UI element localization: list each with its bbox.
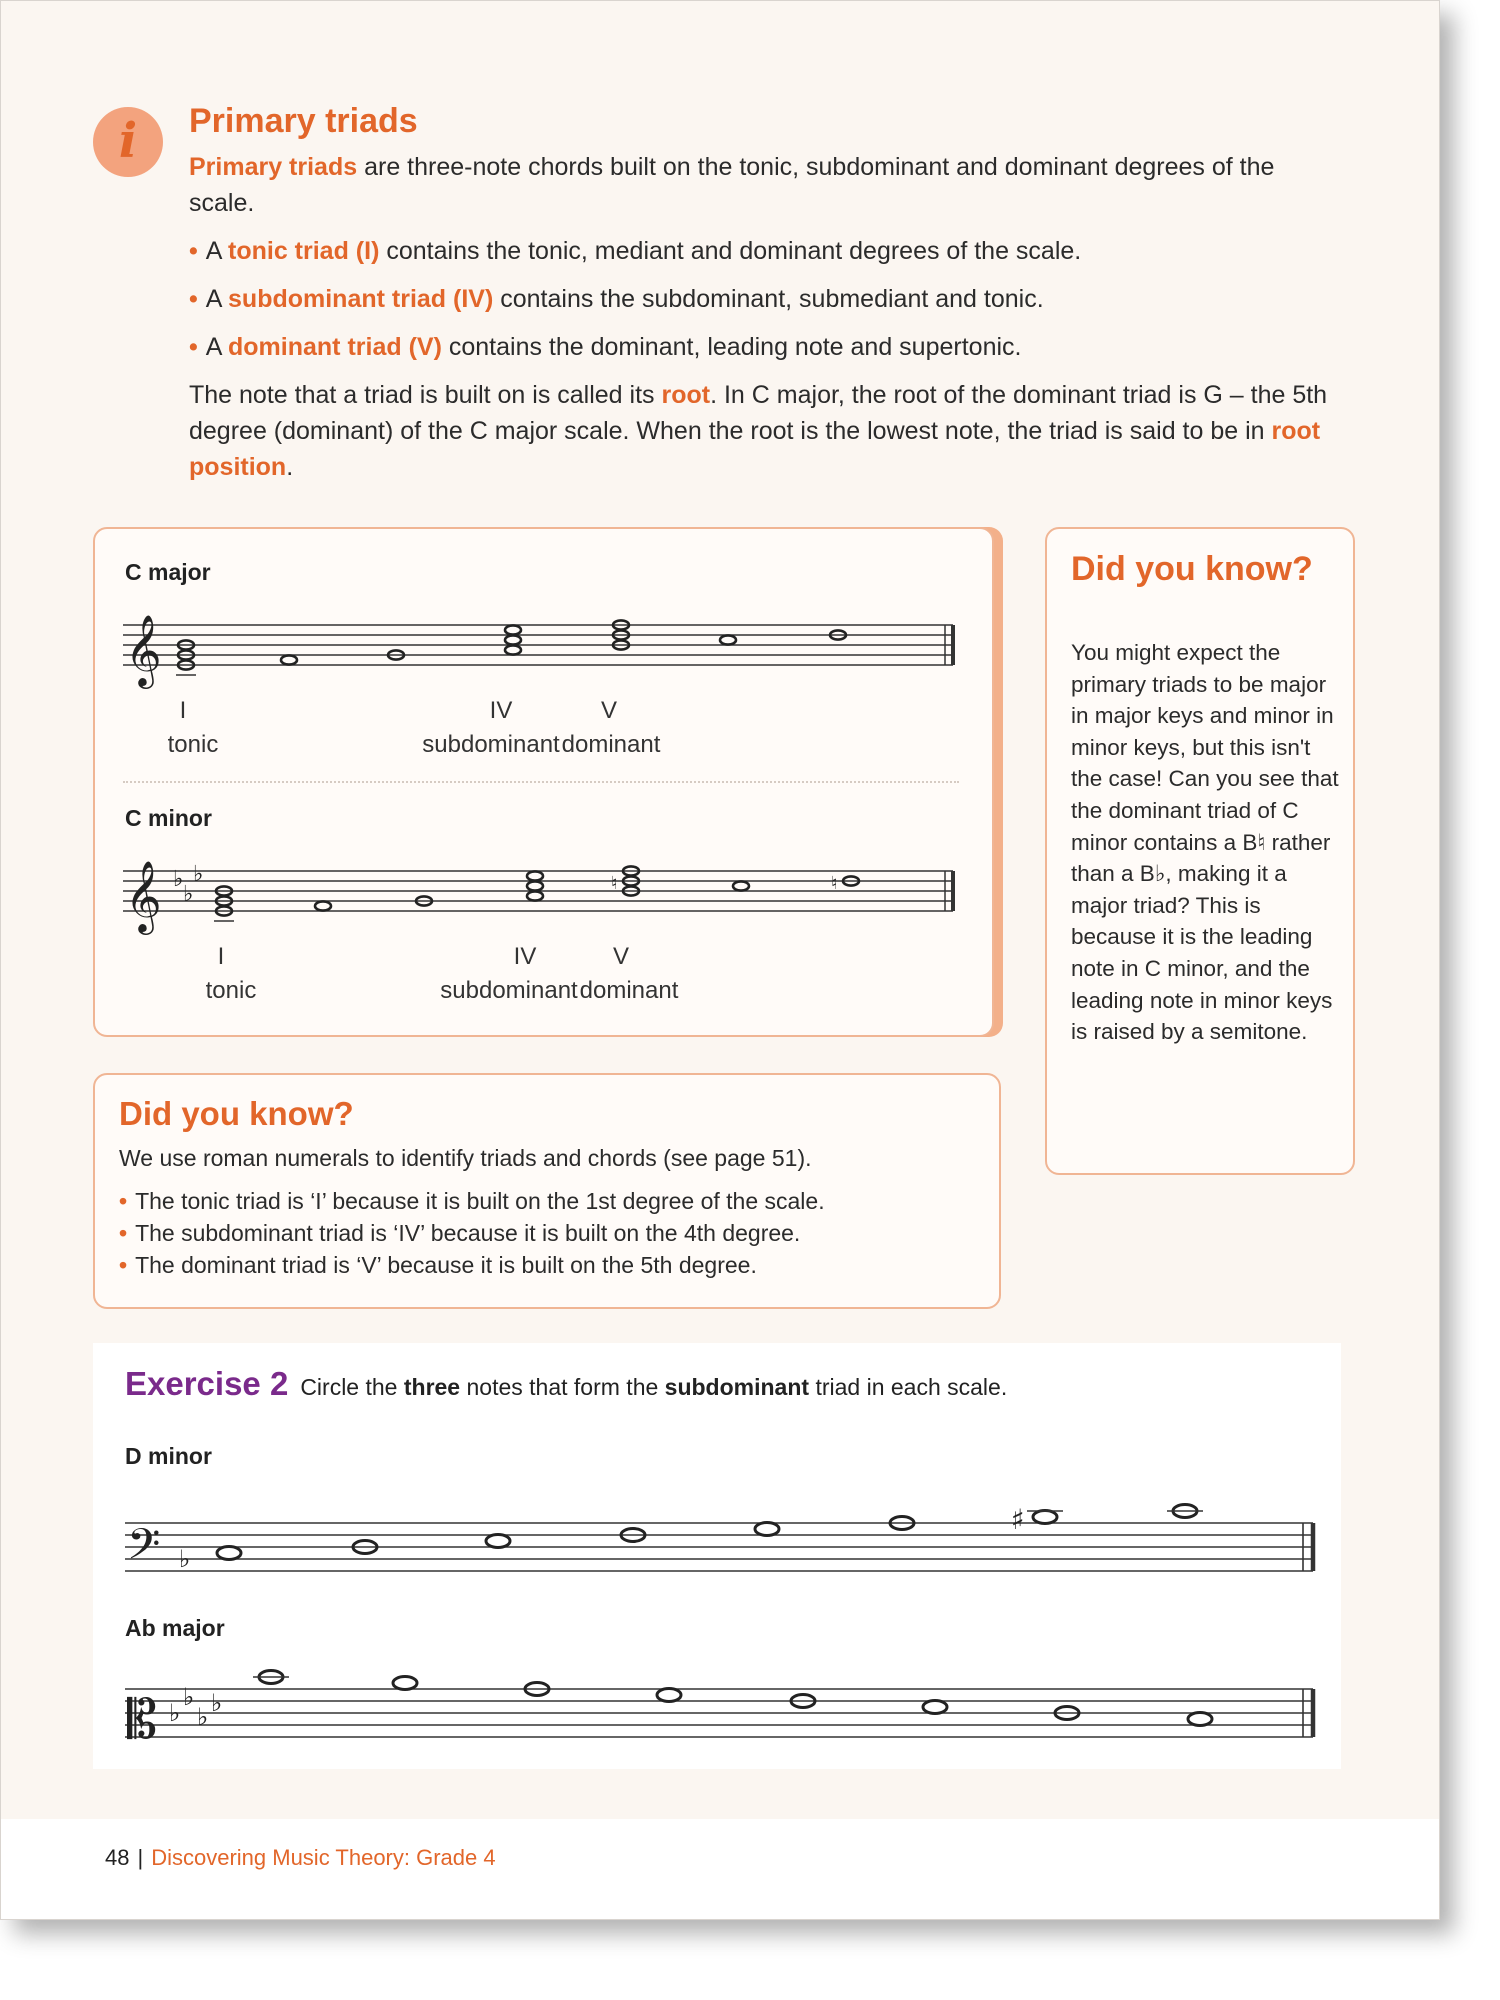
- intro-section: [189, 99, 1329, 497]
- function-label-tonic: tonic: [167, 731, 219, 758]
- function-label-subdominant: subdominant: [440, 977, 578, 1004]
- function-label-dominant: dominant: [561, 731, 661, 758]
- book-title: Discovering Music Theory: Grade 4: [151, 1845, 496, 1870]
- function-label-subdominant: subdominant: [422, 731, 560, 758]
- list-item: • The subdominant triad is ‘IV’ because it is built on the 4th degree.: [119, 1220, 801, 1246]
- intro-paragraph-2: The note that a triad is built on is called its root. In C major, the root of the dominant triad is G – the 5th degree (dominant) of the C major scale. When the root is the lowest note, the triad is said to be in root position.: [189, 381, 1328, 481]
- c-major-staff: [123, 605, 963, 695]
- flat-key-signature-icon: ♭: [179, 1545, 191, 1573]
- dyk-title: Did you know?: [119, 1095, 354, 1132]
- svg-text:♭: ♭: [173, 867, 184, 892]
- exercise-section: [93, 1343, 1341, 1769]
- list-item: • A tonic triad (I) contains the tonic, mediant and dominant degrees of the scale.: [189, 237, 1082, 265]
- alto-clef-icon: 𝄡: [127, 1688, 158, 1751]
- natural-icon: ♮: [611, 873, 618, 894]
- exercise-instructions: Circle the three notes that form the subdominant triad in each scale.: [300, 1374, 1008, 1400]
- sharp-icon: ♯: [1011, 1503, 1025, 1536]
- triad-list: [189, 233, 1329, 365]
- roman-numeral-V: V: [612, 943, 629, 970]
- footer-separator: |: [137, 1845, 144, 1870]
- did-you-know-box: [93, 1073, 1001, 1309]
- staff-label-d-minor: D minor: [125, 1443, 212, 1469]
- svg-text:♭: ♭: [183, 882, 194, 907]
- dyk-text: We use roman numerals to identify triads and chords (see page 51).: [119, 1145, 812, 1171]
- svg-text:♭: ♭: [197, 1703, 209, 1731]
- ab-major-staff[interactable]: [125, 1653, 1325, 1763]
- page-number: 48: [105, 1845, 130, 1870]
- c-minor-staff: [123, 851, 963, 941]
- divider: [123, 781, 959, 783]
- page-footer: [105, 1845, 496, 1871]
- flat-key-signature-icon: [169, 1683, 222, 1731]
- d-minor-staff[interactable]: [125, 1483, 1325, 1593]
- svg-text:♭: ♭: [169, 1699, 181, 1727]
- staff-label-c-minor: C minor: [125, 805, 212, 831]
- dyk-list: [119, 1185, 979, 1281]
- staff-label-c-major: C major: [125, 559, 211, 585]
- bass-clef-icon: 𝄢: [127, 1520, 161, 1580]
- info-icon: i: [93, 107, 163, 177]
- function-label-tonic: tonic: [205, 977, 257, 1004]
- ab-major-scale-notes: [259, 1671, 1212, 1726]
- roman-numeral-I: I: [179, 697, 187, 724]
- side-box-title: Did you know?: [1071, 550, 1313, 588]
- section-title: Primary triads: [189, 102, 418, 140]
- svg-text:♭: ♭: [183, 1683, 195, 1711]
- list-item: • The tonic triad is ‘I’ because it is built on the 1st degree of the scale.: [119, 1188, 825, 1214]
- roman-numeral-IV: IV: [489, 697, 513, 724]
- svg-text:♭: ♭: [211, 1689, 223, 1717]
- d-minor-scale-notes: [217, 1505, 1197, 1560]
- triads-staff-box: [93, 527, 994, 1037]
- roman-numeral-I: I: [217, 943, 225, 970]
- function-label-dominant: dominant: [579, 977, 679, 1004]
- natural-icon: ♮: [831, 873, 838, 894]
- roman-numeral-IV: IV: [513, 943, 537, 970]
- list-item: • A dominant triad (V) contains the dominant, leading note and supertonic.: [189, 333, 1022, 361]
- list-item: • A subdominant triad (IV) contains the subdominant, submediant and tonic.: [189, 285, 1044, 313]
- side-did-you-know-box: [1045, 527, 1355, 1175]
- treble-clef-icon: 𝄞: [125, 613, 162, 686]
- list-item: • The dominant triad is ‘V’ because it is built on the 5th degree.: [119, 1252, 757, 1278]
- side-box-text: You might expect the primary triads to be major in major keys and minor in minor keys, but this isn't the case! Can you see that the dominant triad of C minor contains a B♮ rather than a B♭, making it a major triad? This is because it is the leading note in C minor, and the leading note in minor keys is raised by a semitone.: [1071, 640, 1339, 1045]
- exercise-title: Exercise 2: [125, 1365, 289, 1402]
- exercise-heading: [125, 1365, 1007, 1403]
- staff-label-ab-major: Ab major: [125, 1615, 225, 1641]
- svg-text:♭: ♭: [193, 862, 204, 887]
- treble-clef-icon: 𝄞: [125, 859, 162, 932]
- roman-numeral-V: V: [600, 697, 617, 724]
- intro-paragraph-1: Primary triads are three-note chords built on the tonic, subdominant and dominant degrees of the scale.: [189, 153, 1275, 217]
